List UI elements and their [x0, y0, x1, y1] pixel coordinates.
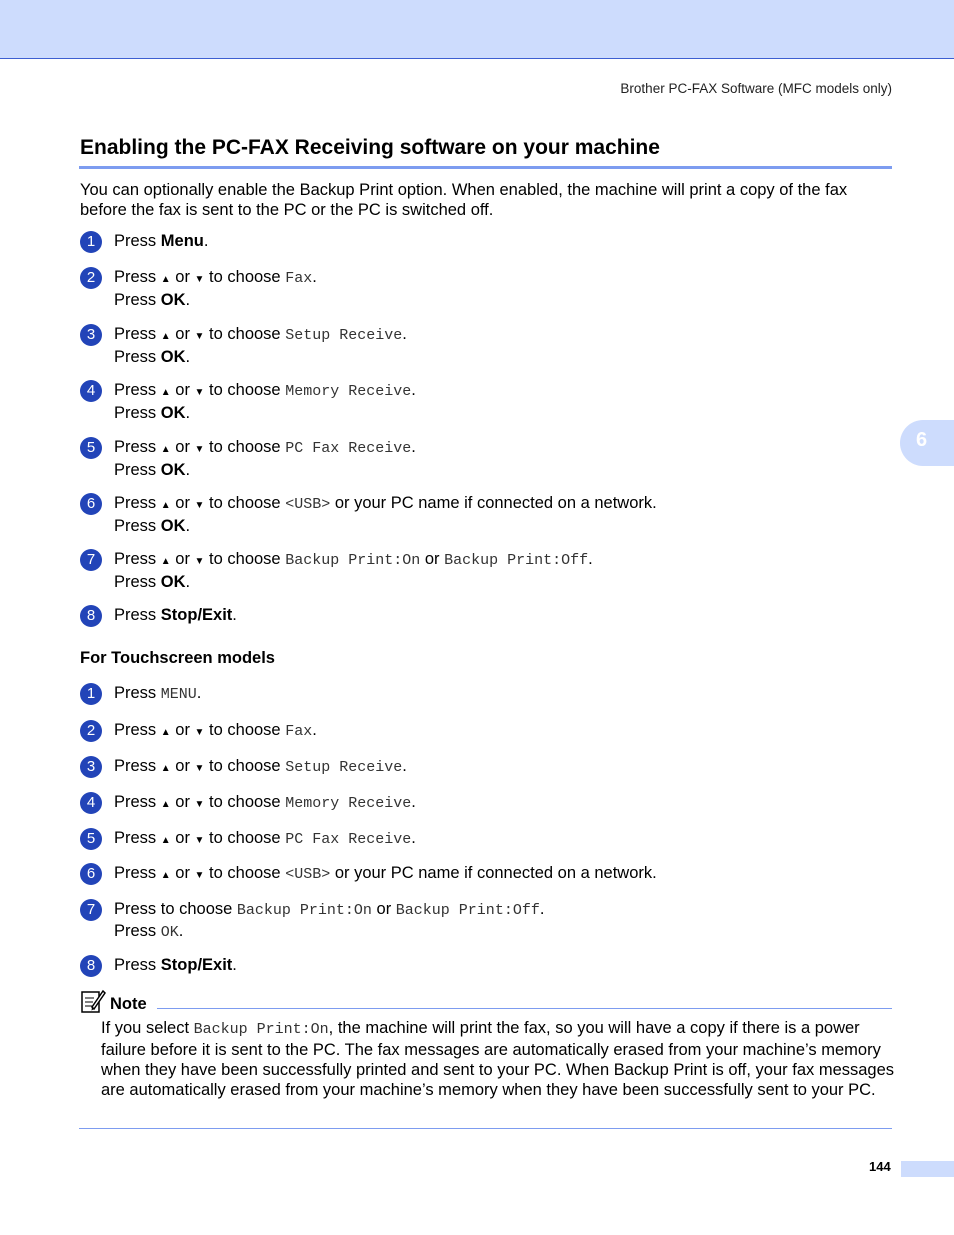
chapter-tab — [900, 420, 954, 466]
note-label: Note — [110, 995, 147, 1013]
lcd-fax: Fax — [285, 723, 313, 740]
up-arrow-icon: ▲ — [160, 870, 171, 881]
step-number: 5 — [80, 437, 102, 459]
step-number: 2 — [80, 720, 102, 742]
step-number: 1 — [80, 683, 102, 705]
down-arrow-icon: ▼ — [194, 763, 205, 774]
up-arrow-icon: ▲ — [160, 727, 171, 738]
lcd-backup-on: Backup Print:On — [285, 552, 421, 569]
note-rule-bottom — [79, 1128, 892, 1129]
intro-paragraph: You can optionally enable the Backup Print option. When enabled, the machine will print a copy of the fax before the fax is sent to the PC or the PC is switched off. — [80, 181, 848, 219]
ok-key: OK — [160, 291, 186, 309]
note-body: If you select Backup Print:On, the machine will print the fax, so you will have a copy if there is a power failure before it is sent to the PC. The fax messages are automatically erased from your machine’s memory when they have been successfully printed and sent to your PC. When Backup Print is off, your fax messages are automatically erased from your machine’s memory when they have been successfully sent to your PC. — [101, 1019, 895, 1099]
lcd-pc-fax-receive: PC Fax Receive — [285, 440, 412, 457]
lcd-usb: <USB> — [285, 866, 331, 883]
step-number: 7 — [80, 549, 102, 571]
title-rule — [79, 166, 892, 169]
step-number: 6 — [80, 493, 102, 515]
step-number: 1 — [80, 231, 102, 253]
step-number: 8 — [80, 955, 102, 977]
up-arrow-icon: ▲ — [160, 331, 171, 342]
down-arrow-icon: ▼ — [194, 799, 205, 810]
step-number: 8 — [80, 605, 102, 627]
ok-key: OK — [160, 404, 186, 422]
note-code: Backup Print:On — [193, 1021, 329, 1038]
note-pencil-icon — [80, 988, 106, 1014]
lcd-setup-receive: Setup Receive — [285, 759, 403, 776]
down-arrow-icon: ▼ — [194, 331, 205, 342]
up-arrow-icon: ▲ — [160, 799, 171, 810]
up-arrow-icon: ▲ — [160, 500, 171, 511]
up-arrow-icon: ▲ — [160, 444, 171, 455]
touchscreen-heading: For Touchscreen models — [80, 649, 275, 667]
up-arrow-icon: ▲ — [160, 763, 171, 774]
page-tab — [901, 1161, 954, 1177]
lcd-memory-receive: Memory Receive — [285, 795, 412, 812]
step-number: 4 — [80, 380, 102, 402]
chapter-number: 6 — [916, 429, 928, 451]
step-number: 2 — [80, 267, 102, 289]
step-number: 3 — [80, 756, 102, 778]
lcd-menu: MENU — [160, 686, 197, 703]
ok-key: OK — [160, 461, 186, 479]
down-arrow-icon: ▼ — [194, 870, 205, 881]
lcd-fax: Fax — [285, 270, 313, 287]
lcd-usb: <USB> — [285, 496, 331, 513]
down-arrow-icon: ▼ — [194, 500, 205, 511]
stop-exit-key: Stop/Exit — [160, 606, 233, 624]
lcd-ok: OK — [160, 924, 179, 941]
down-arrow-icon: ▼ — [194, 274, 205, 285]
up-arrow-icon: ▲ — [160, 835, 171, 846]
lcd-backup-off: Backup Print:Off — [444, 552, 589, 569]
stop-exit-key: Stop/Exit — [160, 956, 233, 974]
page-number: 144 — [869, 1159, 891, 1174]
step-number: 6 — [80, 863, 102, 885]
lcd-backup-off: Backup Print:Off — [395, 902, 540, 919]
down-arrow-icon: ▼ — [194, 835, 205, 846]
lcd-backup-on: Backup Print:On — [236, 902, 372, 919]
ok-key: OK — [160, 348, 186, 366]
lcd-setup-receive: Setup Receive — [285, 327, 403, 344]
ok-key: OK — [160, 517, 186, 535]
step-number: 4 — [80, 792, 102, 814]
note-rule-top — [157, 1008, 892, 1009]
step-number: 3 — [80, 324, 102, 346]
ok-key: OK — [160, 573, 186, 591]
down-arrow-icon: ▼ — [194, 727, 205, 738]
down-arrow-icon: ▼ — [194, 387, 205, 398]
running-head: Brother PC-FAX Software (MFC models only) — [620, 81, 892, 96]
menu-key: Menu — [160, 232, 204, 250]
up-arrow-icon: ▲ — [160, 556, 171, 567]
step-number: 5 — [80, 828, 102, 850]
top-band — [0, 0, 954, 59]
step-number: 7 — [80, 899, 102, 921]
down-arrow-icon: ▼ — [194, 556, 205, 567]
section-title: Enabling the PC-FAX Receiving software on your machine — [80, 136, 660, 159]
up-arrow-icon: ▲ — [160, 274, 171, 285]
up-arrow-icon: ▲ — [160, 387, 171, 398]
lcd-pc-fax-receive: PC Fax Receive — [285, 831, 412, 848]
down-arrow-icon: ▼ — [194, 444, 205, 455]
lcd-memory-receive: Memory Receive — [285, 383, 412, 400]
